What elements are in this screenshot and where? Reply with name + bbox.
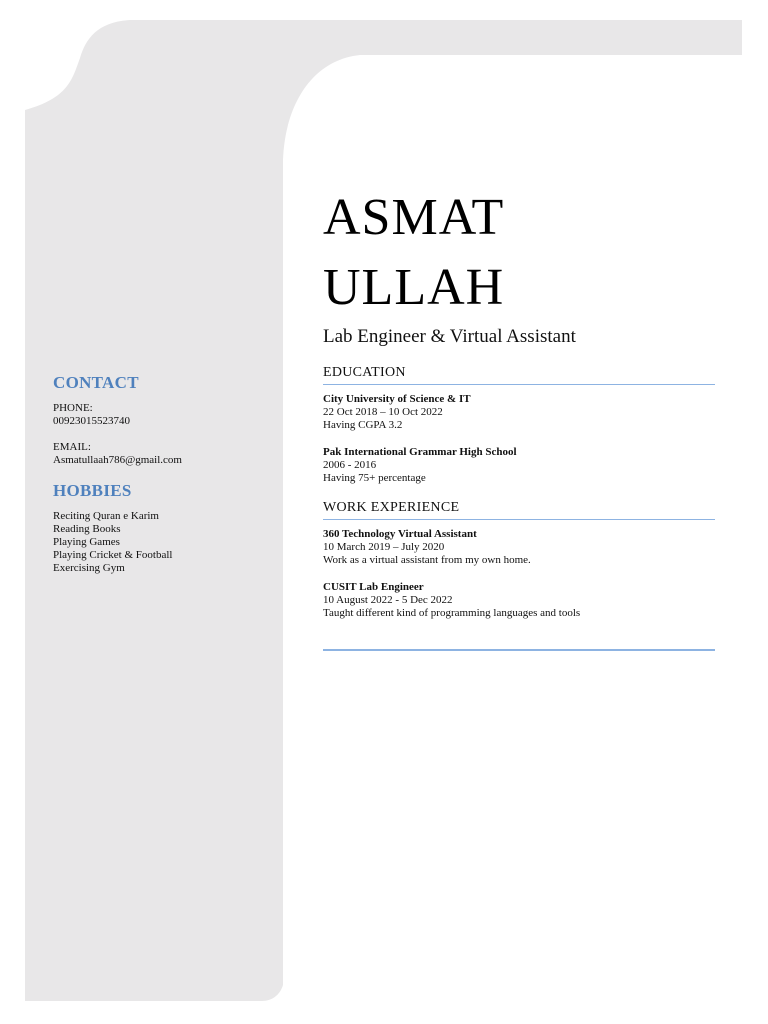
person-name: [323, 183, 715, 323]
hobby-item: Exercising Gym: [53, 562, 125, 574]
main-content: [323, 183, 715, 651]
phone-label: PHONE:: [53, 402, 93, 414]
hobby-item: Reading Books: [53, 523, 121, 535]
entry-detail: Taught different kind of programming languages and tools: [323, 607, 581, 619]
first-name: ASMAT: [323, 189, 505, 246]
entry-title: Pak International Grammar High School: [323, 446, 517, 458]
entry-dates: 10 March 2019 – July 2020: [323, 541, 445, 553]
entry-dates: 2006 - 2016: [323, 459, 377, 471]
hobby-item: Reciting Quran e Karim: [53, 510, 159, 522]
section-divider: [323, 649, 715, 651]
hobbies-heading: HOBBIES: [53, 481, 132, 500]
work-experience-heading: WORK EXPERIENCE: [323, 499, 715, 520]
entry-detail: Work as a virtual assistant from my own home.: [323, 554, 531, 566]
email-label: EMAIL:: [53, 441, 91, 453]
phone-value: 00923015523740: [53, 415, 130, 427]
entry-detail: Having CGPA 3.2: [323, 419, 403, 431]
hobby-item: Playing Cricket & Football: [53, 549, 173, 561]
email-block: [53, 441, 273, 467]
education-entry: [323, 393, 715, 432]
hobby-item: Playing Games: [53, 536, 120, 548]
entry-title: CUSIT Lab Engineer: [323, 581, 424, 593]
education-heading: EDUCATION: [323, 364, 715, 385]
hobby-list: [53, 510, 273, 575]
email-value: Asmatullaah786@gmail.com: [53, 454, 182, 466]
entry-detail: Having 75+ percentage: [323, 472, 426, 484]
entry-title: 360 Technology Virtual Assistant: [323, 528, 477, 540]
entry-dates: 10 August 2022 - 5 Dec 2022: [323, 594, 453, 606]
job-title: Lab Engineer & Virtual Assistant: [323, 326, 576, 347]
entry-title: City University of Science & IT: [323, 393, 471, 405]
work-entry: [323, 528, 715, 567]
contact-heading: CONTACT: [53, 373, 139, 392]
work-entry: [323, 581, 715, 620]
sidebar: [53, 372, 273, 575]
entry-dates: 22 Oct 2018 – 10 Oct 2022: [323, 406, 443, 418]
education-entry: [323, 446, 715, 485]
last-name: ULLAH: [323, 259, 505, 316]
phone-block: [53, 402, 273, 428]
